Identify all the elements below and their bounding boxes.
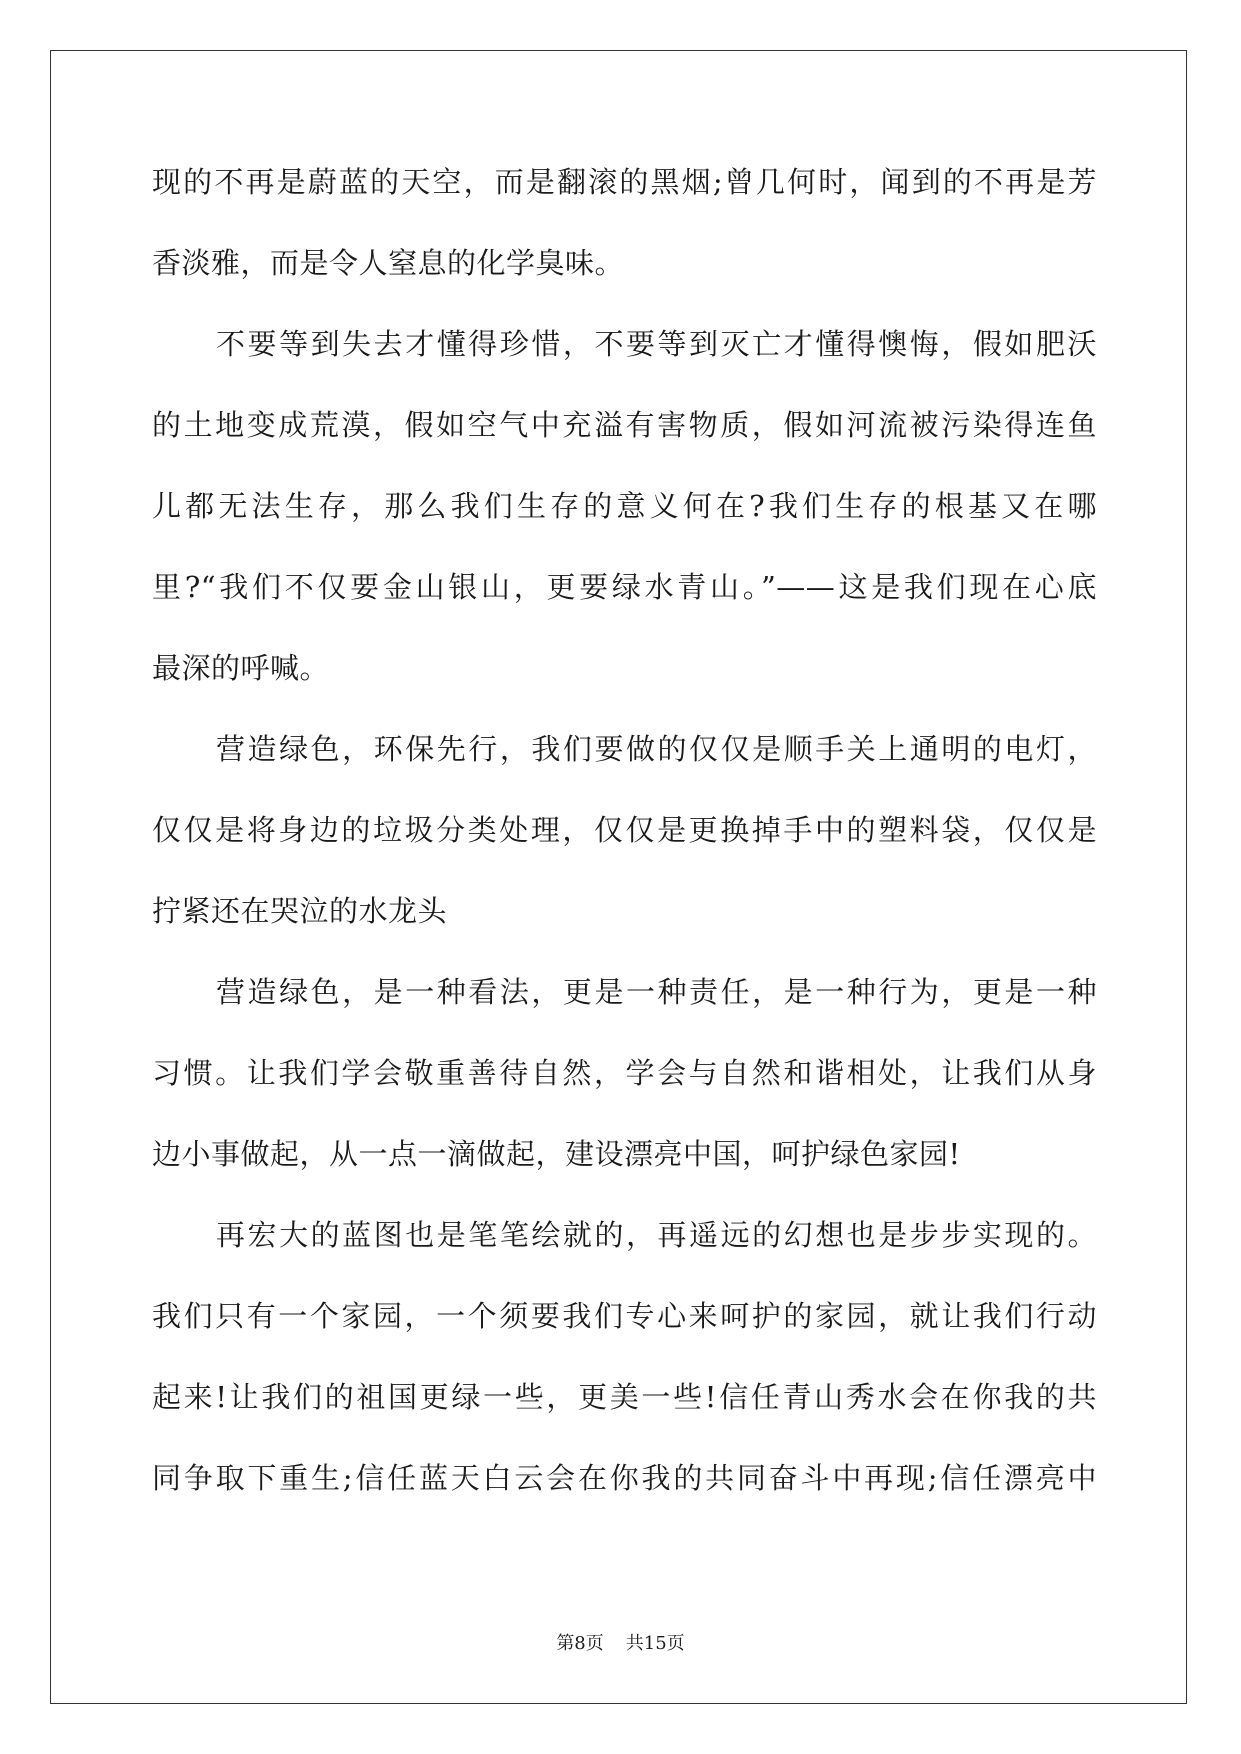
text-line: 拧紧还在哭泣的水龙头	[152, 894, 448, 928]
text-line: 我们只有一个家园，一个须要我们专心来呵护的家园，就让我们行动	[152, 1299, 1097, 1333]
document-body	[152, 162, 1097, 1539]
text-line: 营造绿色，环保先行，我们要做的仅仅是顺手关上通明的电灯，	[216, 732, 1097, 766]
text-line: 不要等到失去才懂得珍惜，不要等到灭亡才懂得懊悔，假如肥沃	[216, 327, 1097, 361]
text-line: 再宏大的蓝图也是笔笔绘就的，再遥远的幻想也是步步实现的。	[216, 1218, 1097, 1252]
page-number-total: 共15页	[625, 1633, 685, 1654]
text-line: 儿都无法生存，那么我们生存的意义何在?我们生存的根基又在哪	[152, 489, 1097, 523]
text-line: 起来!让我们的祖国更绿一些，更美一些!信任青山秀水会在你我的共	[152, 1380, 1097, 1414]
page-number-current: 第8页	[556, 1633, 604, 1654]
text-line: 仅仅是将身边的垃圾分类处理，仅仅是更换掉手中的塑料袋，仅仅是	[152, 813, 1097, 847]
text-line: 里?“我们不仅要金山银山，更要绿水青山。”——这是我们现在心底	[152, 570, 1097, 604]
text-line: 边小事做起，从一点一滴做起，建设漂亮中国，呵护绿色家园!	[152, 1137, 961, 1171]
text-line: 习惯。让我们学会敬重善待自然，学会与自然和谐相处，让我们从身	[152, 1056, 1097, 1090]
text-line: 现的不再是蔚蓝的天空，而是翻滚的黑烟;曾几何时，闻到的不再是芳	[152, 165, 1097, 199]
text-line: 同争取下重生;信任蓝天白云会在你我的共同奋斗中再现;信任漂亮中	[152, 1461, 1097, 1495]
text-line: 营造绿色，是一种看法，更是一种责任，是一种行为，更是一种	[216, 975, 1097, 1009]
page-footer	[0, 1629, 1241, 1655]
text-line: 的土地变成荒漠，假如空气中充溢有害物质，假如河流被污染得连鱼	[152, 408, 1097, 442]
text-line: 最深的呼喊。	[152, 651, 330, 685]
text-line: 香淡雅，而是令人窒息的化学臭味。	[152, 246, 625, 280]
